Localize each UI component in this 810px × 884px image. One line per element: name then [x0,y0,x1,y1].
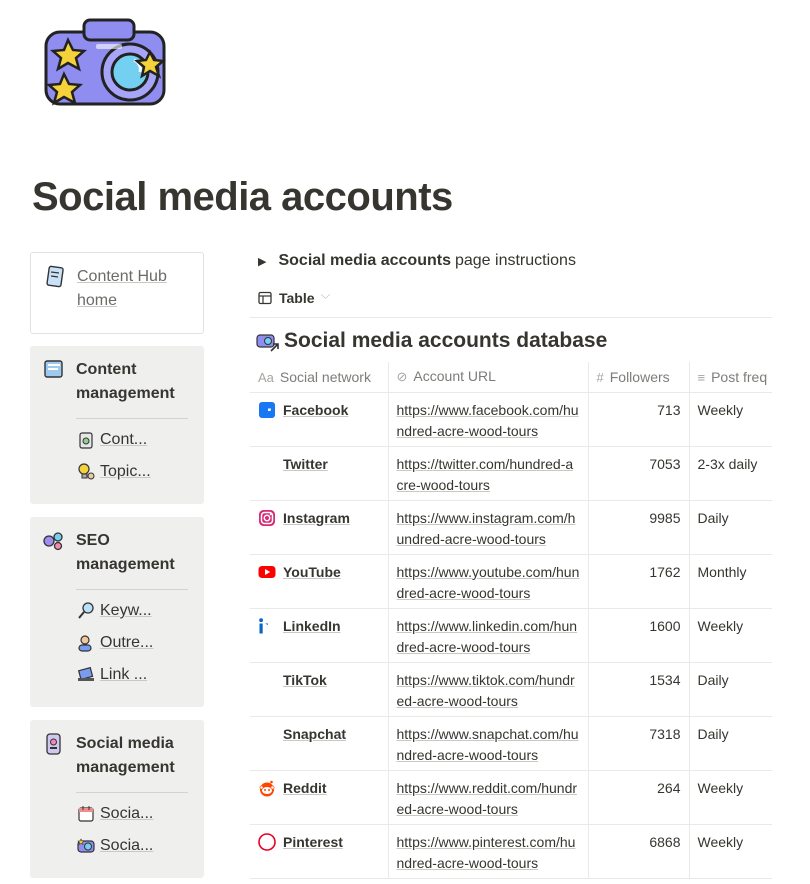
notebook-icon [43,265,67,289]
social-calendar-link[interactable]: Socia... [76,804,153,824]
account-url-link[interactable]: https://www.reddit.com/hundred-acre-wood-tours [396,779,578,817]
followers-cell[interactable]: 264 [588,770,689,824]
account-url-cell[interactable] [388,824,588,878]
account-url-cell[interactable] [388,770,588,824]
chevron-down-icon[interactable]: ﹀ [320,294,331,306]
social-media-management-title[interactable]: Social media management [76,735,175,776]
list-property-icon: ≡ [697,369,706,385]
account-url-link[interactable]: https://www.snapchat.com/hundred-acre-wood-tours [396,725,579,763]
account-url-cell[interactable] [388,392,588,446]
molecule-icon [42,529,66,553]
account-url-link[interactable]: https://www.instagram.com/hundred-acre-wood-tours [396,509,576,547]
post-frequency-cell[interactable]: Weekly [689,392,772,446]
text-property-icon: Aa [258,369,274,385]
account-url-cell[interactable] [388,662,588,716]
post-frequency-cell[interactable]: Daily [689,662,772,716]
social-network-cell[interactable] [250,554,388,608]
followers-cell[interactable]: 6868 [588,824,689,878]
database-title-text[interactable]: Social media accounts database [284,329,608,352]
page-title: Social media accounts [32,175,453,219]
topic-ideas-link[interactable]: Topic... [76,462,151,482]
social-network-name[interactable]: Facebook [283,401,349,418]
account-url-cell[interactable] [388,716,588,770]
triangle-right-icon[interactable]: ▶ [258,255,267,268]
table-row[interactable] [250,770,772,824]
link-building-link[interactable]: Link ... [76,665,147,685]
tiktok-icon [258,671,276,689]
content-management-title[interactable]: Content management [76,361,175,402]
calendar-icon [76,804,96,824]
social-network-name[interactable]: Reddit [283,779,327,796]
person-icon [76,633,96,653]
link-property-icon: ⊘ [396,369,408,385]
linkedin-icon [258,617,276,635]
snapchat-icon [258,725,276,743]
content-management-card [30,346,204,504]
twitter-icon [258,455,276,473]
followers-cell[interactable]: 7053 [588,446,689,500]
followers-cell[interactable]: 1600 [588,608,689,662]
post-frequency-cell[interactable]: 2-3x daily [689,446,772,500]
seo-management-card [30,517,204,707]
divider [250,317,772,318]
post-frequency-cell[interactable]: Daily [689,500,772,554]
number-property-icon: # [596,369,604,385]
divider [76,418,188,419]
table-row[interactable] [250,716,772,770]
account-url-link[interactable]: https://twitter.com/hundred-acre-wood-tours [396,455,574,493]
social-network-name[interactable]: Snapchat [283,725,347,742]
table-row[interactable] [250,500,772,554]
social-network-name[interactable]: TikTok [283,671,327,688]
post-frequency-cell[interactable]: Weekly [689,608,772,662]
camera-icon [76,836,96,856]
post-frequency-cell[interactable]: Daily [689,716,772,770]
magnifier-icon [76,601,96,621]
account-url-cell[interactable] [388,608,588,662]
database-table [250,362,772,884]
social-network-name[interactable]: LinkedIn [283,617,341,634]
youtube-icon [258,563,276,581]
column-header-social-network[interactable]: Aa Social network [250,362,388,392]
followers-cell[interactable]: 1534 [588,662,689,716]
table-icon [258,291,272,305]
social-accounts-link[interactable]: Socia... [76,836,153,856]
column-header-account-url[interactable]: ⊘ Account URL [388,362,588,392]
social-network-name[interactable]: YouTube [283,563,341,580]
followers-cell[interactable]: 1762 [588,554,689,608]
toggle-title-bold: Social media accounts [278,252,451,269]
laptop-icon [76,665,96,685]
social-network-cell[interactable] [250,500,388,554]
facebook-icon [258,401,276,419]
table-row[interactable] [250,662,772,716]
outreach-link[interactable]: Outre... [76,633,153,653]
camera-link-icon [256,329,280,353]
toggle-title-rest: page instructions [454,252,576,269]
seo-management-title[interactable]: SEO management [76,532,175,573]
instagram-icon [258,509,276,527]
social-network-cell[interactable] [250,662,388,716]
table-header-row [250,362,772,392]
social-media-management-card [30,720,204,878]
content-hub-home-link[interactable]: Content Hub home [77,268,167,309]
social-network-cell[interactable] [250,392,388,446]
column-header-post-frequency[interactable]: ≡ Post freq [689,362,772,392]
divider [76,589,188,590]
social-network-cell[interactable] [250,608,388,662]
account-url-cell[interactable] [388,554,588,608]
table-row[interactable] [250,554,772,608]
column-header-followers[interactable]: # Followers [588,362,689,392]
table-view-tab[interactable] [258,290,331,306]
reddit-icon [258,779,276,797]
followers-cell[interactable]: 713 [588,392,689,446]
followers-cell[interactable]: 9985 [588,500,689,554]
account-url-cell[interactable] [388,446,588,500]
database-title[interactable] [256,329,607,353]
account-url-link[interactable]: https://www.youtube.com/hundred-acre-wood-tours [396,563,580,601]
account-url-cell[interactable] [388,500,588,554]
post-frequency-cell[interactable]: Weekly [689,770,772,824]
table-row[interactable] [250,608,772,662]
post-frequency-cell[interactable]: Monthly [689,554,772,608]
divider [76,792,188,793]
social-network-cell[interactable] [250,770,388,824]
post-frequency-cell[interactable]: Weekly [689,824,772,878]
table-row[interactable] [250,446,772,500]
account-url-link[interactable]: https://www.pinterest.com/hundred-acre-wood-tours [396,833,576,871]
table-row[interactable] [250,824,772,878]
account-url-link[interactable]: https://www.facebook.com/hundred-acre-wood-tours [396,401,579,439]
table-view-label[interactable]: Table [279,290,315,306]
social-network-name[interactable]: Twitter [283,455,328,472]
keywords-link[interactable]: Keyw... [76,601,152,621]
phone-social-icon [42,732,66,756]
clipboard-icon [76,430,96,450]
content-calendar-link[interactable]: Cont... [76,430,147,450]
social-network-cell[interactable] [250,716,388,770]
social-network-name[interactable]: Instagram [283,509,350,526]
content-hub-home-card[interactable] [30,252,204,334]
instructions-toggle[interactable] [258,252,576,270]
social-network-cell[interactable] [250,446,388,500]
lightbulb-icon [76,462,96,482]
pinterest-icon [258,833,276,851]
camera-icon [38,14,170,114]
account-url-link[interactable]: https://www.tiktok.com/hundred-acre-wood-tours [396,671,575,709]
social-network-name[interactable]: Pinterest [283,833,343,850]
document-stack-icon [42,358,66,382]
social-network-cell[interactable] [250,824,388,878]
followers-cell[interactable]: 7318 [588,716,689,770]
account-url-link[interactable]: https://www.linkedin.com/hundred-acre-wood-tours [396,617,578,655]
table-row[interactable] [250,392,772,446]
